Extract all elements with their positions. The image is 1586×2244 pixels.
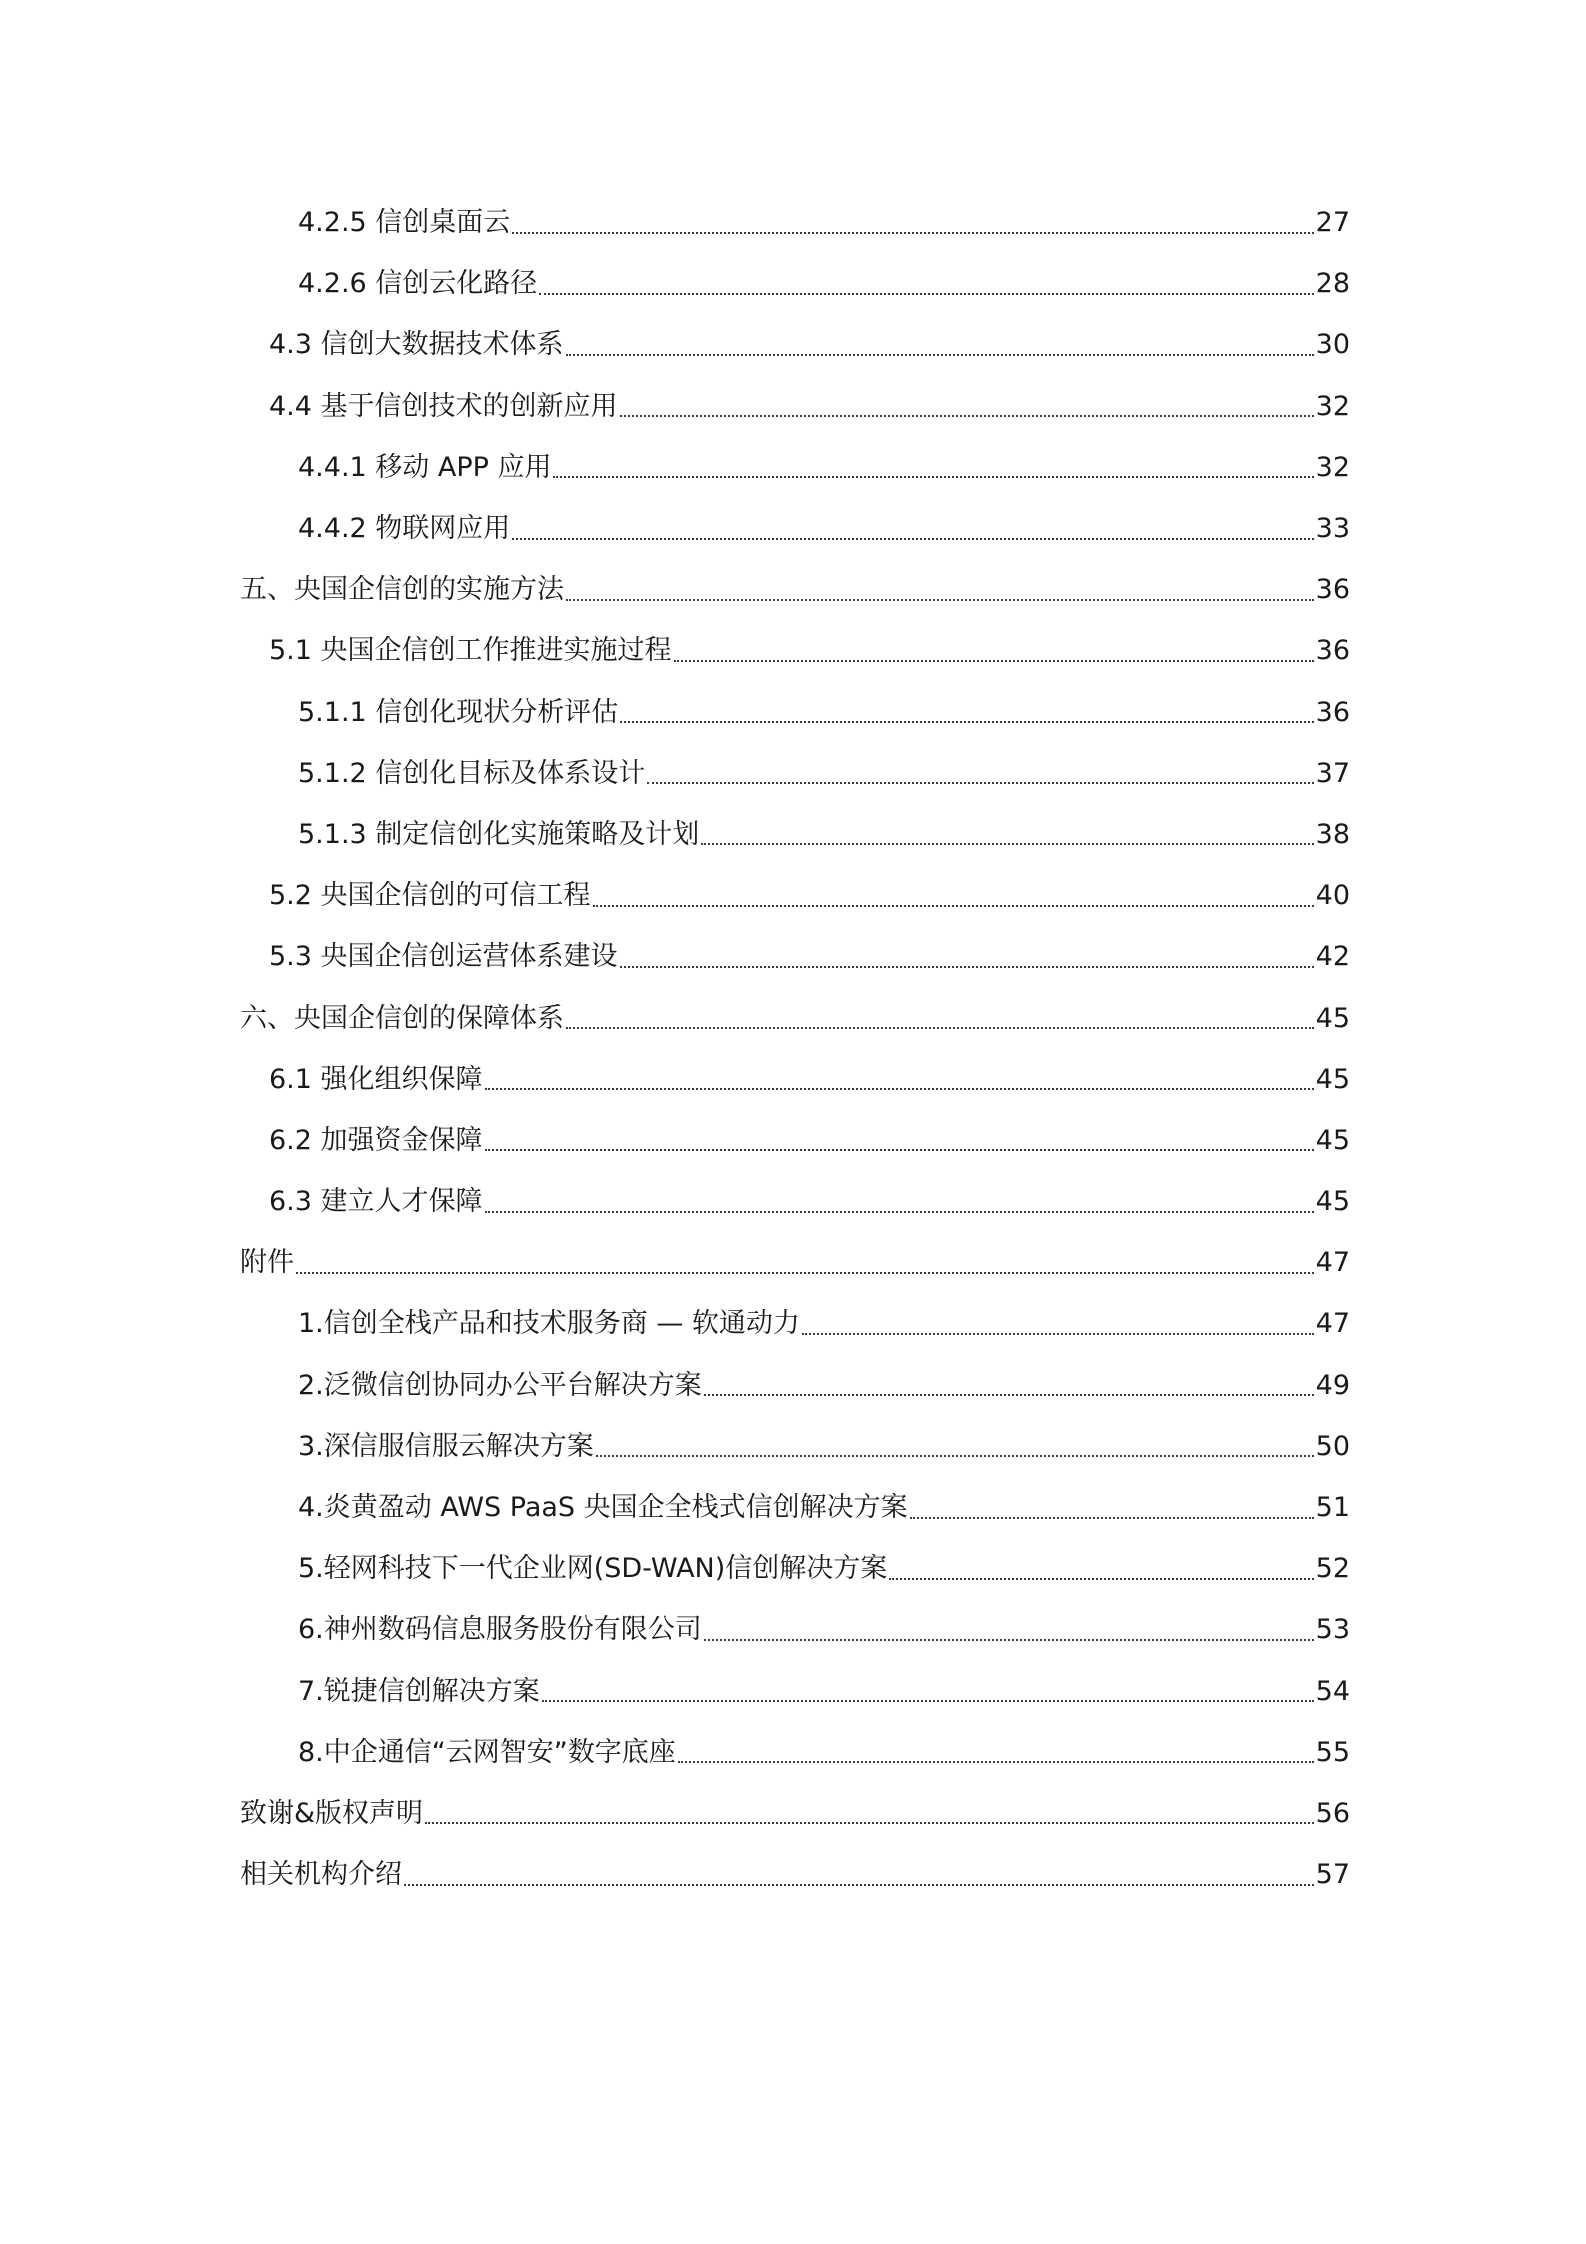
toc-entry-title: 5.1.2 信创化目标及体系设计 (298, 757, 646, 789)
toc-entry-title: 2.泛微信创协同办公平台解决方案 (298, 1369, 702, 1401)
toc-entry-title: 5.1.3 制定信创化实施策略及计划 (298, 818, 700, 850)
toc-entry-page: 32 (1315, 451, 1350, 483)
toc-entry-page: 54 (1315, 1675, 1350, 1707)
toc-entry-4-4-1[interactable] (0, 437, 1586, 498)
toc-entry-4-4[interactable] (0, 376, 1586, 437)
toc-entry-title: 5.3 央国企信创运营体系建设 (269, 941, 618, 973)
dot-leader (296, 1272, 1314, 1274)
toc-entry-title: 5.1.1 信创化现状分析评估 (298, 696, 619, 728)
dot-leader (910, 1517, 1314, 1519)
toc-entry-page: 45 (1315, 1124, 1350, 1156)
toc-entry-appendix-3[interactable] (0, 1416, 1586, 1477)
toc-entry-6-2[interactable] (0, 1110, 1586, 1171)
dot-leader (485, 1211, 1314, 1213)
toc-entry-title: 4.4.2 物联网应用 (298, 513, 511, 545)
toc-entry-page: 37 (1315, 757, 1350, 789)
toc-entry-appendix-8[interactable] (0, 1722, 1586, 1783)
toc-entry-page: 47 (1315, 1308, 1350, 1340)
dot-leader (704, 1394, 1314, 1396)
toc-entry-appendix-4[interactable] (0, 1477, 1586, 1538)
toc-entry-appendix-7[interactable] (0, 1661, 1586, 1722)
toc-entry-title: 5.2 央国企信创的可信工程 (269, 880, 591, 912)
toc-entry-5-2[interactable] (0, 865, 1586, 926)
dot-leader (704, 1639, 1314, 1641)
toc-entry-page: 28 (1315, 268, 1350, 300)
dot-leader (889, 1578, 1313, 1580)
toc-entry-title: 8.中企通信“云网智安”数字底座 (298, 1736, 676, 1768)
toc-entry-appendix-1[interactable] (0, 1293, 1586, 1354)
toc-entry-title: 5.轻网科技下一代企业网(SD-WAN)信创解决方案 (298, 1553, 888, 1585)
toc-entry-5-1-2[interactable] (0, 743, 1586, 804)
toc-entry-5-1[interactable] (0, 620, 1586, 681)
dot-leader (566, 1027, 1314, 1029)
dot-leader (566, 354, 1314, 356)
toc-entry-acknowledgements[interactable] (0, 1783, 1586, 1844)
dot-leader (566, 599, 1314, 601)
dot-leader (593, 905, 1314, 907)
toc-entry-page: 53 (1315, 1614, 1350, 1646)
toc-entry-page: 55 (1315, 1736, 1350, 1768)
toc-entry-page: 32 (1315, 390, 1350, 422)
toc-entry-page: 42 (1315, 941, 1350, 973)
toc-entry-page: 47 (1315, 1247, 1350, 1279)
dot-leader (620, 966, 1314, 968)
dot-leader (802, 1333, 1314, 1335)
dot-leader (596, 1455, 1314, 1457)
toc-entry-title: 4.4 基于信创技术的创新应用 (269, 390, 618, 422)
toc-entry-title: 4.2.6 信创云化路径 (298, 268, 538, 300)
toc-entry-5-3[interactable] (0, 926, 1586, 987)
toc-entry-appendix-2[interactable] (0, 1355, 1586, 1416)
toc-entry-title: 5.1 央国企信创工作推进实施过程 (269, 635, 672, 667)
toc-entry-page: 49 (1315, 1369, 1350, 1401)
toc-entry-page: 38 (1315, 818, 1350, 850)
dot-leader (674, 660, 1314, 662)
toc-entry-page: 40 (1315, 880, 1350, 912)
toc-entry-page: 33 (1315, 513, 1350, 545)
toc-entry-4-2-5[interactable] (0, 192, 1586, 253)
toc-entry-page: 52 (1315, 1553, 1350, 1585)
dot-leader (553, 476, 1313, 478)
table-of-contents (0, 192, 1586, 1905)
toc-entry-institutions[interactable] (0, 1844, 1586, 1905)
toc-entry-title: 4.2.5 信创桌面云 (298, 207, 511, 239)
toc-entry-6-1[interactable] (0, 1049, 1586, 1110)
toc-entry-title: 3.深信服信服云解决方案 (298, 1430, 594, 1462)
dot-leader (647, 782, 1313, 784)
dot-leader (539, 293, 1313, 295)
toc-entry-title: 1.信创全栈产品和技术服务商 — 软通动力 (298, 1308, 800, 1340)
toc-entry-title: 4.3 信创大数据技术体系 (269, 329, 564, 361)
toc-entry-page: 51 (1315, 1492, 1350, 1524)
toc-entry-page: 56 (1315, 1797, 1350, 1829)
dot-leader (542, 1700, 1314, 1702)
toc-entry-page: 45 (1315, 1002, 1350, 1034)
toc-entry-title: 六、央国企信创的保障体系 (240, 1002, 564, 1034)
toc-entry-title: 致谢&版权声明 (240, 1797, 424, 1829)
toc-entry-4-4-2[interactable] (0, 498, 1586, 559)
toc-entry-title: 4.炎黄盈动 AWS PaaS 央国企全栈式信创解决方案 (298, 1492, 908, 1524)
toc-entry-4-2-6[interactable] (0, 253, 1586, 314)
dot-leader (701, 843, 1313, 845)
toc-entry-page: 45 (1315, 1063, 1350, 1095)
toc-entry-page: 36 (1315, 635, 1350, 667)
toc-entry-5-1-3[interactable] (0, 804, 1586, 865)
toc-entry-appendix-5[interactable] (0, 1538, 1586, 1599)
toc-entry-title: 6.2 加强资金保障 (269, 1124, 483, 1156)
toc-entry-6-3[interactable] (0, 1171, 1586, 1232)
toc-entry-page: 30 (1315, 329, 1350, 361)
toc-entry-page: 50 (1315, 1430, 1350, 1462)
dot-leader (512, 232, 1313, 234)
dot-leader (485, 1149, 1314, 1151)
dot-leader (485, 1088, 1314, 1090)
dot-leader (620, 721, 1313, 723)
toc-entry-chapter-5[interactable] (0, 559, 1586, 620)
toc-entry-page: 45 (1315, 1186, 1350, 1218)
toc-entry-appendix-6[interactable] (0, 1599, 1586, 1660)
toc-entry-title: 五、央国企信创的实施方法 (240, 574, 564, 606)
toc-entry-title: 6.1 强化组织保障 (269, 1063, 483, 1095)
toc-entry-title: 6.神州数码信息服务股份有限公司 (298, 1614, 702, 1646)
toc-entry-4-3[interactable] (0, 314, 1586, 375)
dot-leader (678, 1761, 1314, 1763)
toc-entry-title: 6.3 建立人才保障 (269, 1186, 483, 1218)
dot-leader (512, 538, 1313, 540)
toc-entry-5-1-1[interactable] (0, 682, 1586, 743)
toc-entry-page: 36 (1315, 574, 1350, 606)
toc-entry-title: 7.锐捷信创解决方案 (298, 1675, 540, 1707)
toc-entry-chapter-6[interactable] (0, 987, 1586, 1048)
dot-leader (425, 1822, 1314, 1824)
toc-entry-title: 相关机构介绍 (240, 1859, 402, 1891)
dot-leader (620, 415, 1314, 417)
toc-entry-page: 36 (1315, 696, 1350, 728)
toc-entry-title: 4.4.1 移动 APP 应用 (298, 451, 552, 483)
dot-leader (404, 1884, 1314, 1886)
toc-entry-title: 附件 (240, 1247, 294, 1279)
toc-entry-page: 57 (1315, 1859, 1350, 1891)
toc-entry-appendix[interactable] (0, 1232, 1586, 1293)
toc-entry-page: 27 (1315, 207, 1350, 239)
